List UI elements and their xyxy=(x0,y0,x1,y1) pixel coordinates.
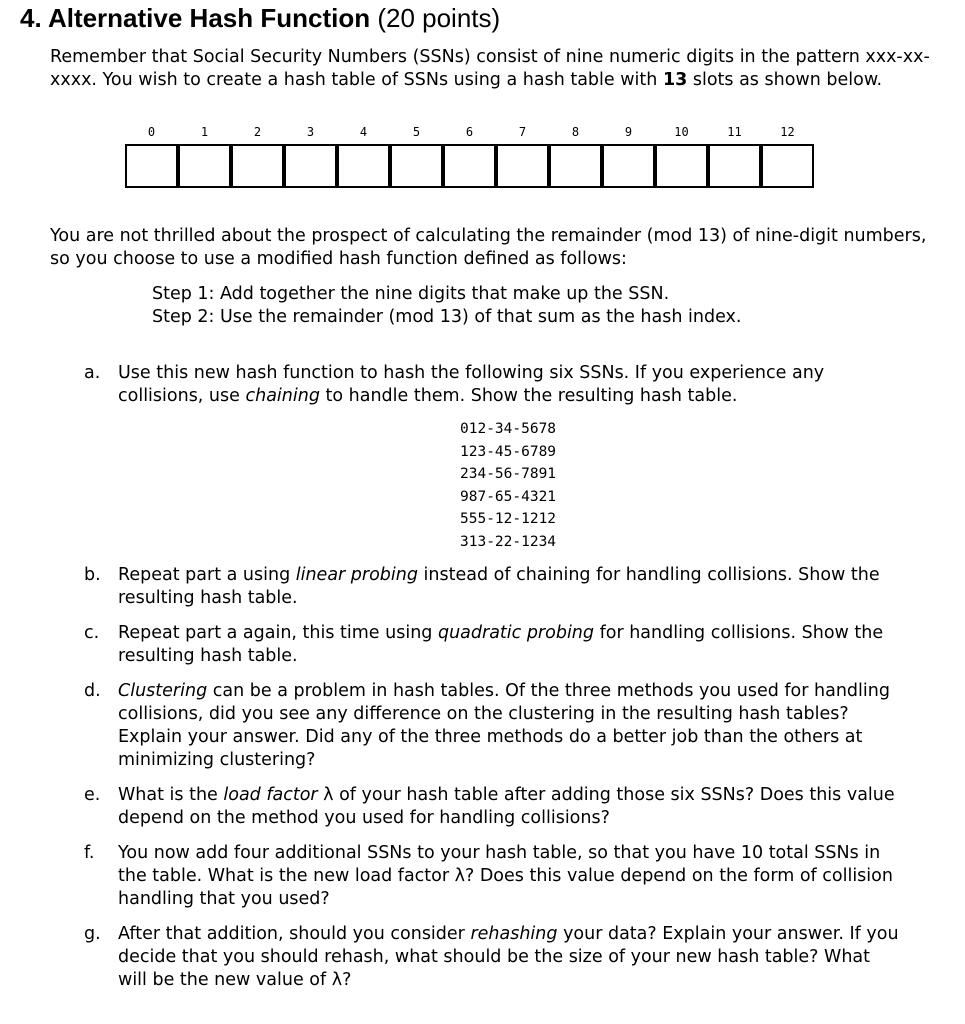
hash-slot xyxy=(655,144,708,188)
ssn-item: 555-12-1212 xyxy=(460,511,557,527)
intro-slots-count: 13 xyxy=(662,70,688,90)
question-text: can be a problem in hash tables. Of the three methods you used for handling collisions, did you see any difference on the clustering in the resulting hash tables? Explain your answer. Did any of the three methods do a better job than the others at minimizing clustering? xyxy=(118,681,890,770)
ssn-item: 987-65-4321 xyxy=(460,488,557,505)
question-emphasis: chaining xyxy=(245,386,320,406)
question-label: c. xyxy=(84,623,100,643)
intro-text-2: slots as shown below. xyxy=(687,70,883,90)
question-label: g. xyxy=(84,924,101,944)
hash-table-diagram xyxy=(125,124,817,142)
step-2: Step 2: Use the remainder (mod 13) of that sum as the hash index. xyxy=(152,307,742,327)
hash-slot xyxy=(602,144,655,188)
intro-paragraph xyxy=(50,46,940,92)
step-1: Step 1: Add together the nine digits that make up the SSN. xyxy=(152,284,670,304)
question-e xyxy=(84,784,904,830)
question-emphasis: Clustering xyxy=(118,681,208,701)
hash-slot xyxy=(231,144,284,188)
hash-slot xyxy=(761,144,814,188)
question-d xyxy=(84,680,904,772)
slot-index-label: 6 xyxy=(465,125,474,139)
question-label: b. xyxy=(84,565,101,585)
question-text: λ of your hash table after adding those six SSNs? Does this value depend on the method you used for handling collisions? xyxy=(118,785,895,828)
problem-title xyxy=(20,3,500,33)
ssn-item: 012-34-5678 xyxy=(460,421,557,437)
slot-index-label: 11 xyxy=(727,125,742,139)
slot-index-label: 1 xyxy=(200,125,209,139)
hash-slot xyxy=(496,144,549,188)
question-text: Use this new hash function to hash the following six SSNs. If you experience any collisions, use xyxy=(118,363,825,406)
question-emphasis: rehashing xyxy=(470,924,558,944)
hash-slot xyxy=(125,144,178,188)
question-emphasis: linear probing xyxy=(295,565,418,585)
ssn-item: 313-22-1234 xyxy=(460,533,557,550)
question-text: What is the xyxy=(118,785,224,805)
hash-steps xyxy=(152,283,741,329)
question-b xyxy=(84,564,904,610)
problem-title-bold: 4. Alternative Hash Function xyxy=(20,3,371,33)
question-text: You now add four additional SSNs to your hash table, so that you have 10 total SSNs in the table. What is the new load factor λ? Does this value depend on the form of collision handling that you used? xyxy=(118,843,893,909)
question-text: your data? Explain your answer. If you decide that you should rehash, what should be the size of your new hash table? What will be the new value of λ? xyxy=(118,924,899,990)
slot-index-label: 2 xyxy=(253,125,262,139)
question-text: to handle them. Show the resulting hash table. xyxy=(319,386,738,406)
question-emphasis: quadratic probing xyxy=(437,623,595,643)
ssn-item: 123-45-6789 xyxy=(460,443,557,460)
question-label: f. xyxy=(84,843,95,863)
question-f xyxy=(84,842,904,911)
slot-index-label: 10 xyxy=(674,125,689,139)
question-text: for handling collisions. Show the resulting hash table. xyxy=(118,623,884,666)
hash-slot xyxy=(178,144,231,188)
problem-points: (20 points) xyxy=(370,3,501,33)
question-g xyxy=(84,923,904,992)
slot-index-label: 12 xyxy=(780,125,795,139)
hash-slot xyxy=(337,144,390,188)
question-label: a. xyxy=(84,363,101,383)
question-text: Repeat part a again, this time using xyxy=(118,623,438,643)
slot-index-label: 4 xyxy=(359,125,368,139)
question-list xyxy=(84,362,904,992)
question-text: Repeat part a using xyxy=(118,565,296,585)
hash-slot xyxy=(284,144,337,188)
question-label: e. xyxy=(84,785,101,805)
slot-index-label: 8 xyxy=(571,125,580,139)
question-c xyxy=(84,622,904,668)
intro-text-1: Remember that Social Security Numbers (SSNs) consist of nine numeric digits in the pattern xxx-xx-xxxx. You wish to create a hash table of SSNs using a hash table with xyxy=(50,47,930,90)
question-a xyxy=(84,362,904,553)
ssn-list xyxy=(460,418,904,553)
slot-index-label: 9 xyxy=(624,125,633,139)
hash-slot xyxy=(390,144,443,188)
hash-slot xyxy=(708,144,761,188)
slot-index-label: 7 xyxy=(518,125,527,139)
hash-slot xyxy=(443,144,496,188)
question-text: After that addition, should you consider xyxy=(118,924,471,944)
question-emphasis: load factor xyxy=(223,785,318,805)
slot-index-label: 0 xyxy=(147,125,156,139)
hash-slot xyxy=(549,144,602,188)
ssn-item: 234-56-7891 xyxy=(460,466,557,482)
slot-index-label: 3 xyxy=(306,125,315,139)
question-label: d. xyxy=(84,681,101,701)
question-text: instead of chaining for handling collisions. Show the resulting hash table. xyxy=(118,565,880,608)
slot-index-label: 5 xyxy=(412,125,421,139)
hash-function-paragraph: You are not thrilled about the prospect of calculating the remainder (mod 13) of nine-digit numbers, so you choose to use a modified hash function defined as follows: xyxy=(50,226,927,269)
hash-table-indices xyxy=(125,124,817,142)
